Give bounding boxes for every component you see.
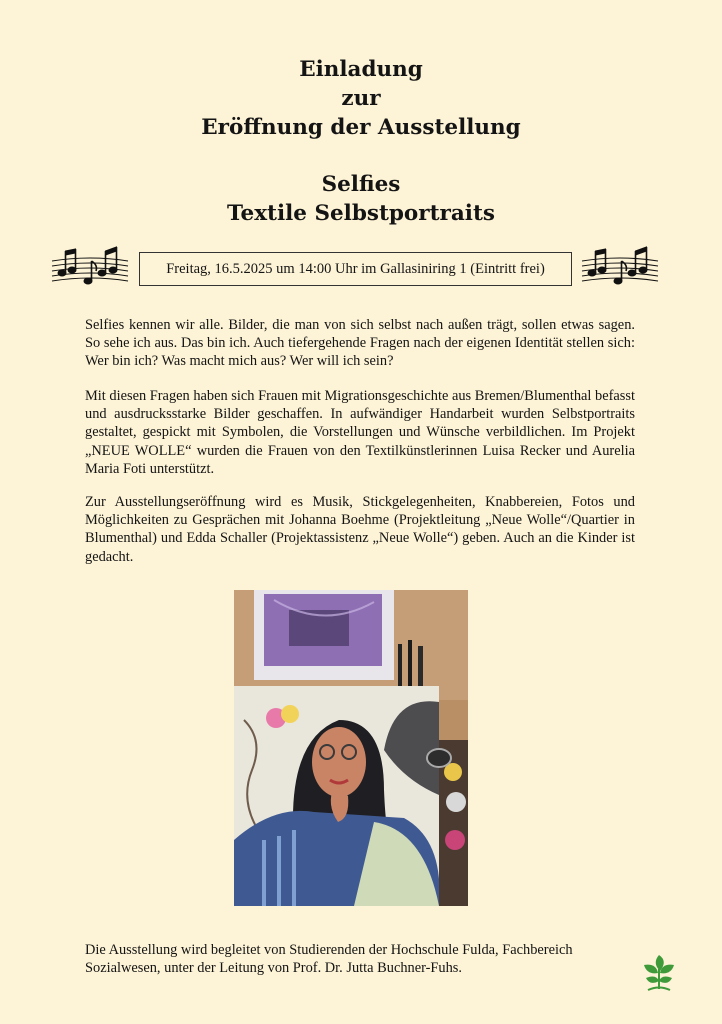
title-line-3: Eröffnung der Ausstellung: [201, 115, 521, 140]
event-details-box: [139, 252, 572, 286]
exhibition-title: [0, 170, 722, 228]
event-details: Freitag, 16.5.2025 um 14:00 Uhr im Gallasiniring 1 (Eintritt frei): [166, 260, 545, 277]
intro-paragraph: Selfies kennen wir alle. Bilder, die man von sich selbst nach außen trägt, sollen etwas sagen. So sehe ich aus. Das bin ich. Auch tiefergehende Fragen nach der eigenen Identität stellen sich: Wer bin ich? Was macht mich aus? Wer will ich sein?: [85, 317, 635, 370]
subtitle-line-1: Selfies: [321, 172, 401, 197]
title-line-2: zur: [341, 86, 381, 111]
title-line-1: Einladung: [299, 57, 423, 82]
music-notes-icon: [50, 243, 130, 289]
textile-selfportrait-photo: [234, 590, 468, 906]
music-notes-icon: [580, 243, 660, 289]
project-paragraph: Mit diesen Fragen haben sich Frauen mit Migrationsgeschichte aus Bremen/Blumenthal befasst und ausdrucksstarke Bilder geschaffen. In aufwändiger Handarbeit wurden Selbstportraits gestaltet, gespickt mit Symbolen, die Vorstellungen und Wünsche verbildlichen. Im Projekt „NEUE WOLLE“ wurden die Frauen von den Textilkünstlerinnen Luisa Recker und Aurelia Maria Foti unterstützt.: [85, 388, 635, 477]
footer-note: Die Ausstellung wird begleitet von Studierenden der Hochschule Fulda, Fachbereich Sozialwesen, unter der Leitung von Prof. Dr. Jutta Buchner-Fuhs.: [85, 942, 573, 977]
opening-paragraph: Zur Ausstellungseröffnung wird es Musik, Stickgelegenheiten, Knabbereien, Fotos und Möglichkeiten zu Gesprächen mit Johanna Boehme (Projektleitung „Neue Wolle“/Quartier in Blumenthal) und Edda Schaller (Projektassistenz „Neue Wolle“) geben. Auch an die Kinder ist gedacht.: [85, 494, 635, 565]
subtitle-line-2: Textile Selbstportraits: [227, 201, 495, 226]
leaf-logo-icon: [638, 951, 680, 993]
invitation-title: [0, 55, 722, 142]
